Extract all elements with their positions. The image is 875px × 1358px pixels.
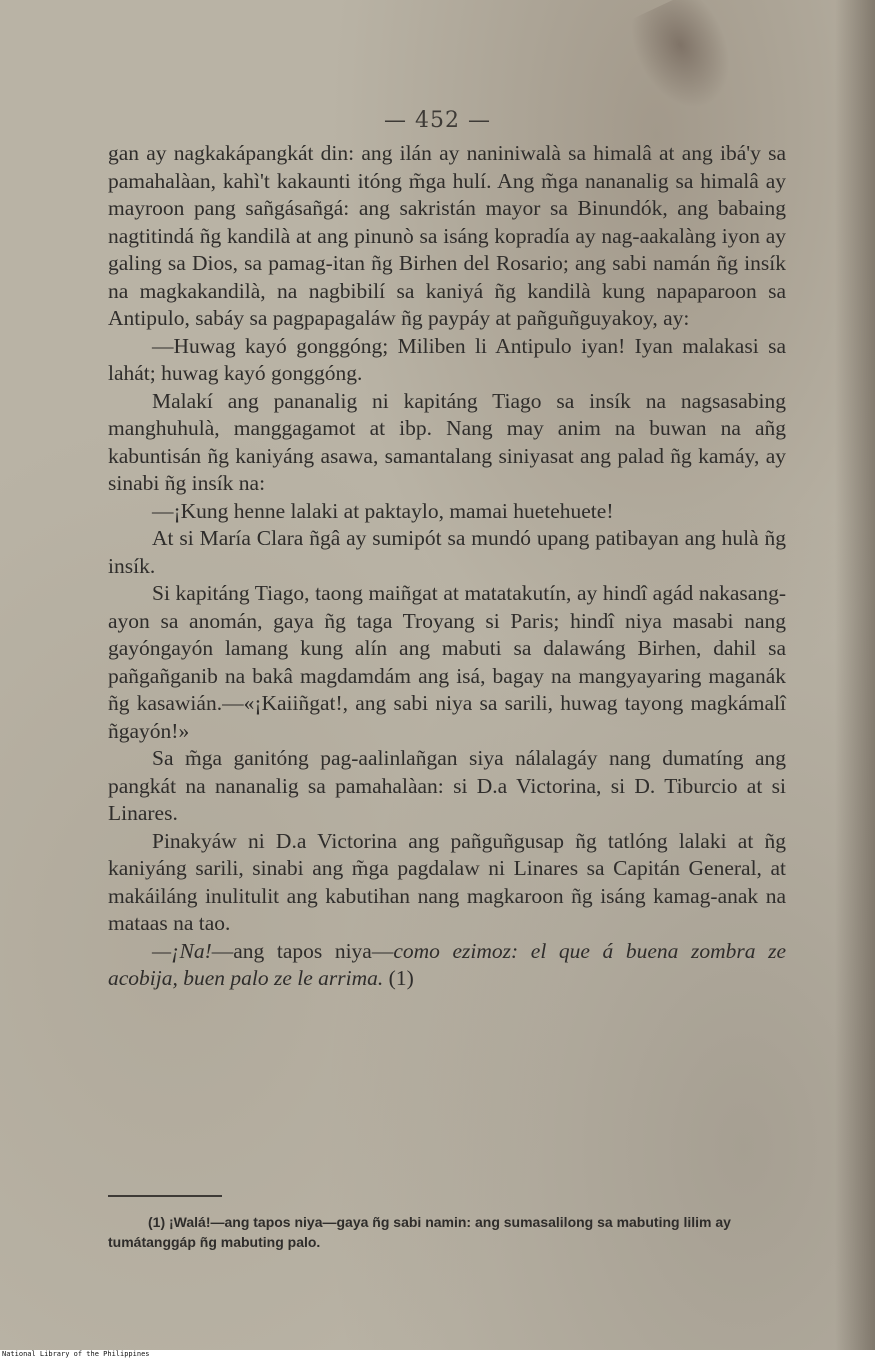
paragraph-4: —¡Kung henne lalaki at paktaylo, mamai huetehuete! — [152, 498, 614, 523]
paragraph-9 — [108, 938, 786, 993]
footnote: (1) ¡Walá!—ang tapos niya—gaya ñg sabi namin: ang sumasalilong sa mabuting lilim ay tumátanggáp ñg mabuting palo. — [108, 1214, 731, 1250]
paragraph-9-spanish: como ezimoz: el que á buena zombra ze acobija, buen palo ze le arrima. — [108, 938, 786, 990]
paragraph-5: At si María Clara ñgâ ay sumipót sa mundó upang patibayan ang hulà ñg insík. — [108, 526, 786, 578]
paragraph-2: —Huwag kayó gonggóng; Miliben li Antipulo iyan! Iyan malakasi sa lahát; huwag kayó gonggóng. — [108, 333, 786, 385]
footnote-marker: (1) — [383, 966, 414, 990]
paragraph-9-middle: —ang tapos niya— — [211, 938, 394, 963]
paragraph-8: Pinakyáw ni D.a Victorina ang pañguñgusap ñg tatlóng lalaki at ñg kaniyáng sarili, sinabi ang m̃ga pagdalaw ni Linares sa Capitán General, at makáiláng inulitulit ang kabutihan nang magkaroon ñg isáng kamag-anak na mataas na tao. — [108, 828, 786, 935]
paragraph-1: gan ay nagkakápangkát din: ang ilán ay naniniwalà sa himalâ at ang ibá'y sa pamahalàan, kahì't kakaunti itóng m̃ga hulí. Ang m̃ga nananalig sa himalâ ay mayroon pang sañgásañgá: ang sakristán mayor sa Binundók, ang babaing nagtitindá ñg kandilà at ang pinunò sa isáng kopradía ay nag-aakalàng iyon ay galing sa Dios, sa pamag-itan ñg Birhen del Rosario; ang sabi namán ñg insík na magkakandilà, na nagbibilí sa kaniyá ñg kandilà kung napaparoon sa Antipulo, sabáy sa pagpapagaláw ñg paypáy at pañguñguyakoy, ay: — [108, 141, 786, 330]
paragraph-3: Malakí ang pananalig ni kapitáng Tiago sa insík na nagsasabing manghuhulà, manggagamot at ibp. Nang may anim na buwan na añg kabuntisán ñg kaniyáng asawa, samantalang siniyasat ang palad ñg kamáy, ay sinabi ñg insík na: — [108, 388, 786, 495]
footnote-rule — [108, 1195, 222, 1197]
page-edge-shadow — [835, 0, 875, 1350]
body-text — [108, 140, 786, 993]
paper-stain — [621, 0, 749, 124]
page-number: — 452 — — [384, 108, 491, 133]
library-credit: National Library of the Philippines — [2, 1350, 150, 1358]
paragraph-6: Si kapitáng Tiago, taong maiñgat at matatakutín, ay hindî agád nakasang-ayon sa anomán, gaya ñg taga Troyang si Paris; hindî niya masabi nang gayóngayón lamang kung alín ang mabuti sa dalawáng Birhen, dahil sa pañgañganib na bakâ magdamdám ang isá, bagay na mangyayaring maganák ñg kasawián.—«¡Kaiiñgat!, ang sabi niya sa sarili, huwag tayong magkámalî ñgayón!» — [108, 581, 786, 743]
paragraph-7: Sa m̃ga ganitóng pag-aalinlañgan siya nálalagáy nang dumatíng ang pangkát na nananalig sa pamahalàan: si D.a Victorina, si D. Tiburcio at si Linares. — [108, 746, 786, 825]
paragraph-9-lead: —¡Na! — [152, 938, 212, 963]
